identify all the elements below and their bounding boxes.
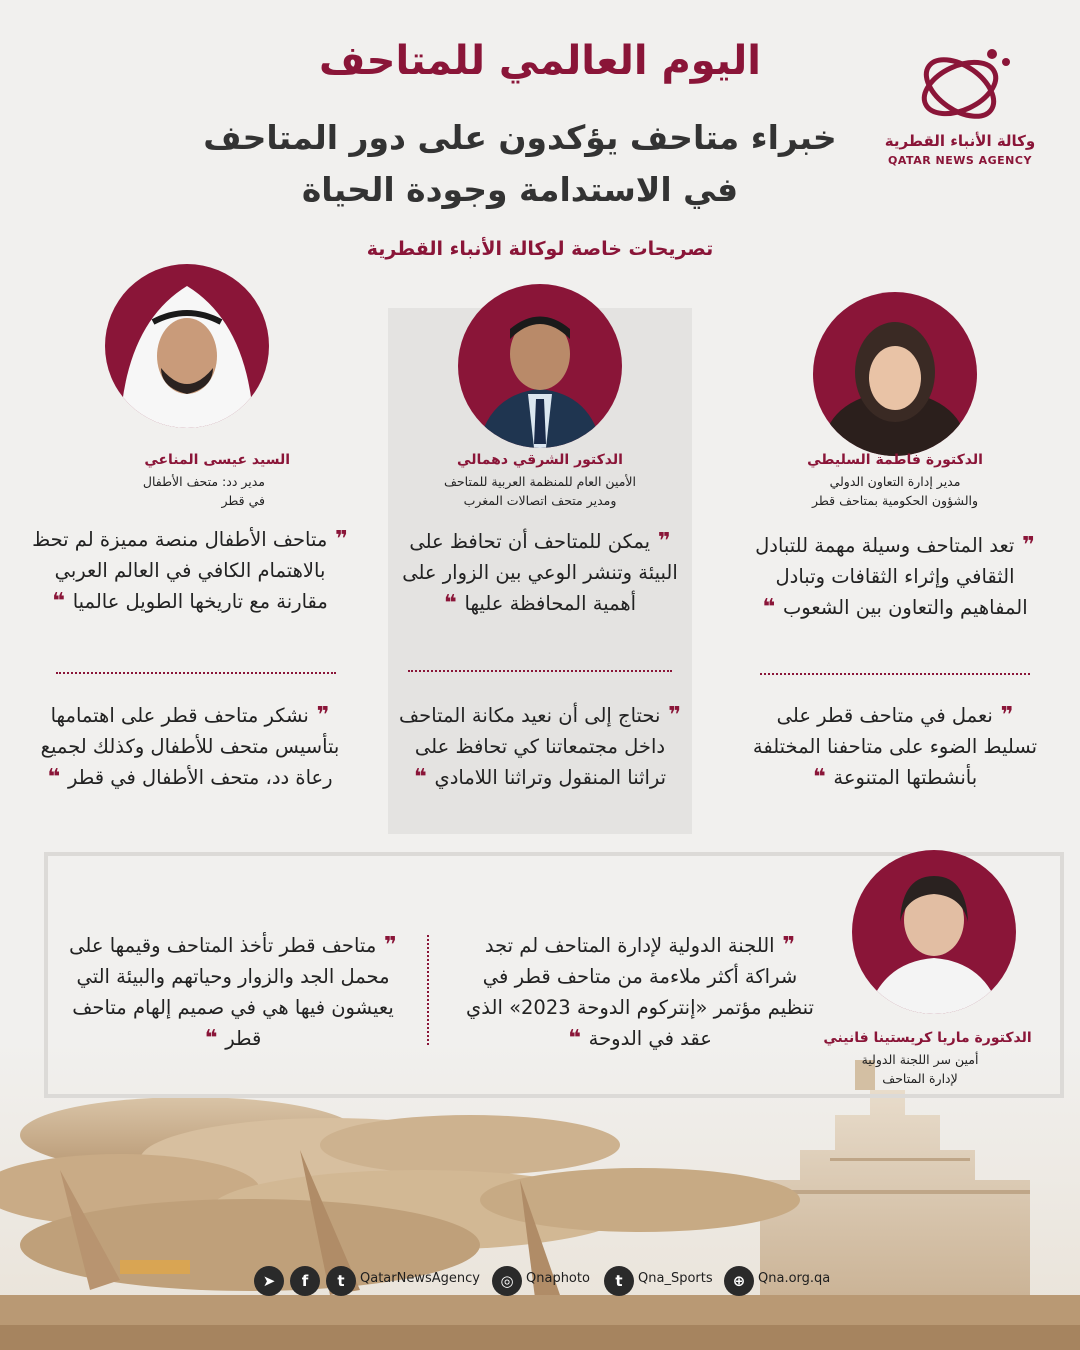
quote-open-icon: ❞ bbox=[308, 703, 330, 728]
subtitle-line-2: في الاستدامة وجودة الحياة bbox=[301, 170, 739, 209]
quote-almannai-2: ❞ نشكر متاحف قطر على اهتمامها بتأسيس متحف للأطفال وكذلك لجميع رعاة دد، متحف الأطفال في قطر ❝ bbox=[40, 703, 340, 790]
avatar-dahmali bbox=[458, 284, 622, 448]
avatar-vannini bbox=[852, 850, 1016, 1014]
expert-name-fatima: الدكتورة فاطمة السليطي bbox=[807, 452, 983, 468]
quote-open-icon: ❞ bbox=[650, 529, 671, 554]
quote-close-icon: ❝ bbox=[47, 765, 68, 790]
avatar-almannai bbox=[105, 264, 269, 428]
quote-dahmali-2: ❞ نحتاج إلى أن نعيد مكانة المتاحف داخل مجتمعاتنا كي تحافظ على تراثنا المنقول وتراثنا اللامادي ❝ bbox=[398, 703, 682, 790]
quote-open-icon: ❞ bbox=[660, 703, 682, 728]
subtitle-line-1: خبراء متاحف يؤكدون على دور المتاحف bbox=[203, 118, 837, 157]
expert-name-dahmali: الدكتور الشرقي دهمالي bbox=[457, 452, 623, 468]
expert-role-vannini bbox=[815, 1050, 1025, 1088]
role-line-2: في قطر bbox=[221, 493, 265, 508]
expert-role-almannai bbox=[60, 472, 265, 510]
page-title: اليوم العالمي للمتاحف bbox=[319, 38, 761, 84]
instagram-icon[interactable]: ◎ bbox=[492, 1266, 522, 1296]
quote-close-icon: ❝ bbox=[52, 589, 73, 614]
expert-role-fatima bbox=[760, 472, 1030, 510]
divider bbox=[760, 673, 1030, 675]
expert-role-dahmali bbox=[395, 472, 685, 510]
role-line-1: أمين سر اللجنة الدولية bbox=[861, 1052, 979, 1067]
quote-open-icon: ❞ bbox=[992, 703, 1014, 728]
role-line-1: مدير إدارة التعاون الدولي bbox=[829, 474, 961, 489]
expert-name-almannai: السيد عيسى المناعي bbox=[144, 452, 290, 468]
quote-dahmali-1: ❞ يمكن للمتاحف أن تحافظ على البيئة وتنشر الوعي بين الزوار على أهمية المحافظة عليها ❝ bbox=[402, 529, 678, 616]
role-line-2: لإدارة المتاحف bbox=[882, 1071, 958, 1086]
role-line-2: والشؤون الحكومية بمتاحف قطر bbox=[811, 493, 979, 508]
quote-close-icon: ❝ bbox=[413, 765, 435, 790]
twitter-icon[interactable]: t bbox=[326, 1266, 356, 1296]
quote-open-icon: ❞ bbox=[327, 527, 348, 552]
role-line-1: الأمين العام للمنظمة العربية للمتاحف bbox=[443, 474, 637, 489]
quote-almannai-1: ❞ متاحف الأطفال منصة مميزة لم تحظ بالاهتمام الكافي في العالم العربي مقارنة مع تاريخها الطويل عالميا ❝ bbox=[32, 527, 348, 614]
quote-open-icon: ❞ bbox=[1014, 533, 1035, 558]
role-line-2: ومدير متحف اتصالات المغرب bbox=[463, 493, 617, 508]
avatar-fatima bbox=[813, 292, 977, 456]
twitter-icon[interactable]: t bbox=[604, 1266, 634, 1296]
quote-fatima-1: ❞ تعد المتاحف وسيلة مهمة للتبادل الثقافي وإثراء الثقافات وتبادل المفاهيم والتعاون بين الشعوب ❝ bbox=[755, 533, 1035, 620]
logo-name-arabic: وكالة الأنباء القطرية bbox=[884, 132, 1036, 150]
quote-vannini-2: ❞ متاحف قطر تأخذ المتاحف وقيمها على محمل الجد والزوار وحياتهم والبيئة التي يعيشون فيها هي في صميم إلهام متاحف قطر ❝ bbox=[69, 933, 397, 1051]
quote-vannini-1: ❞ اللجنة الدولية لإدارة المتاحف لم تجد شراكة أكثر ملاءمة من متاحف قطر في تنظيم مؤتمر «إنتركوم الدوحة 2023» الذي عقد في الدوحة ❝ bbox=[466, 933, 814, 1051]
facebook-icon[interactable]: f bbox=[290, 1266, 320, 1296]
expert-name-vannini: الدكتورة ماريا كريستينا فانيني bbox=[823, 1030, 1032, 1046]
quote-open-icon: ❞ bbox=[376, 933, 397, 958]
quote-close-icon: ❝ bbox=[568, 1026, 589, 1051]
quote-close-icon: ❝ bbox=[204, 1026, 226, 1051]
quote-fatima-2: ❞ نعمل في متاحف قطر على تسليط الضوء على متاحفنا المختلفة بأنشطتها المتنوعة ❝ bbox=[752, 703, 1038, 790]
website-link[interactable]: Qna.org.qa bbox=[758, 1271, 831, 1286]
tagline: تصريحات خاصة لوكالة الأنباء القطرية bbox=[366, 238, 714, 260]
social-footer bbox=[250, 1262, 850, 1302]
subtitle bbox=[170, 112, 870, 216]
divider bbox=[408, 670, 672, 672]
quote-close-icon: ❝ bbox=[812, 765, 834, 790]
telegram-icon[interactable]: ➤ bbox=[254, 1266, 284, 1296]
social-handle[interactable]: QatarNewsAgency bbox=[360, 1271, 480, 1286]
globe-icon[interactable]: ⊕ bbox=[724, 1266, 754, 1296]
divider bbox=[56, 672, 336, 674]
vertical-divider bbox=[427, 935, 429, 1045]
role-line-1: مدير دد: متحف الأطفال bbox=[142, 474, 265, 489]
logo-name-english: QATAR NEWS AGENCY bbox=[888, 154, 1032, 167]
quote-close-icon: ❝ bbox=[443, 591, 465, 616]
sports-handle[interactable]: Qna_Sports bbox=[638, 1271, 713, 1286]
quote-close-icon: ❝ bbox=[762, 595, 783, 620]
qna-logo bbox=[880, 40, 1050, 170]
qna-emblem-icon bbox=[880, 40, 1040, 130]
photo-handle[interactable]: Qnaphoto bbox=[526, 1271, 590, 1286]
quote-open-icon: ❞ bbox=[774, 933, 796, 958]
